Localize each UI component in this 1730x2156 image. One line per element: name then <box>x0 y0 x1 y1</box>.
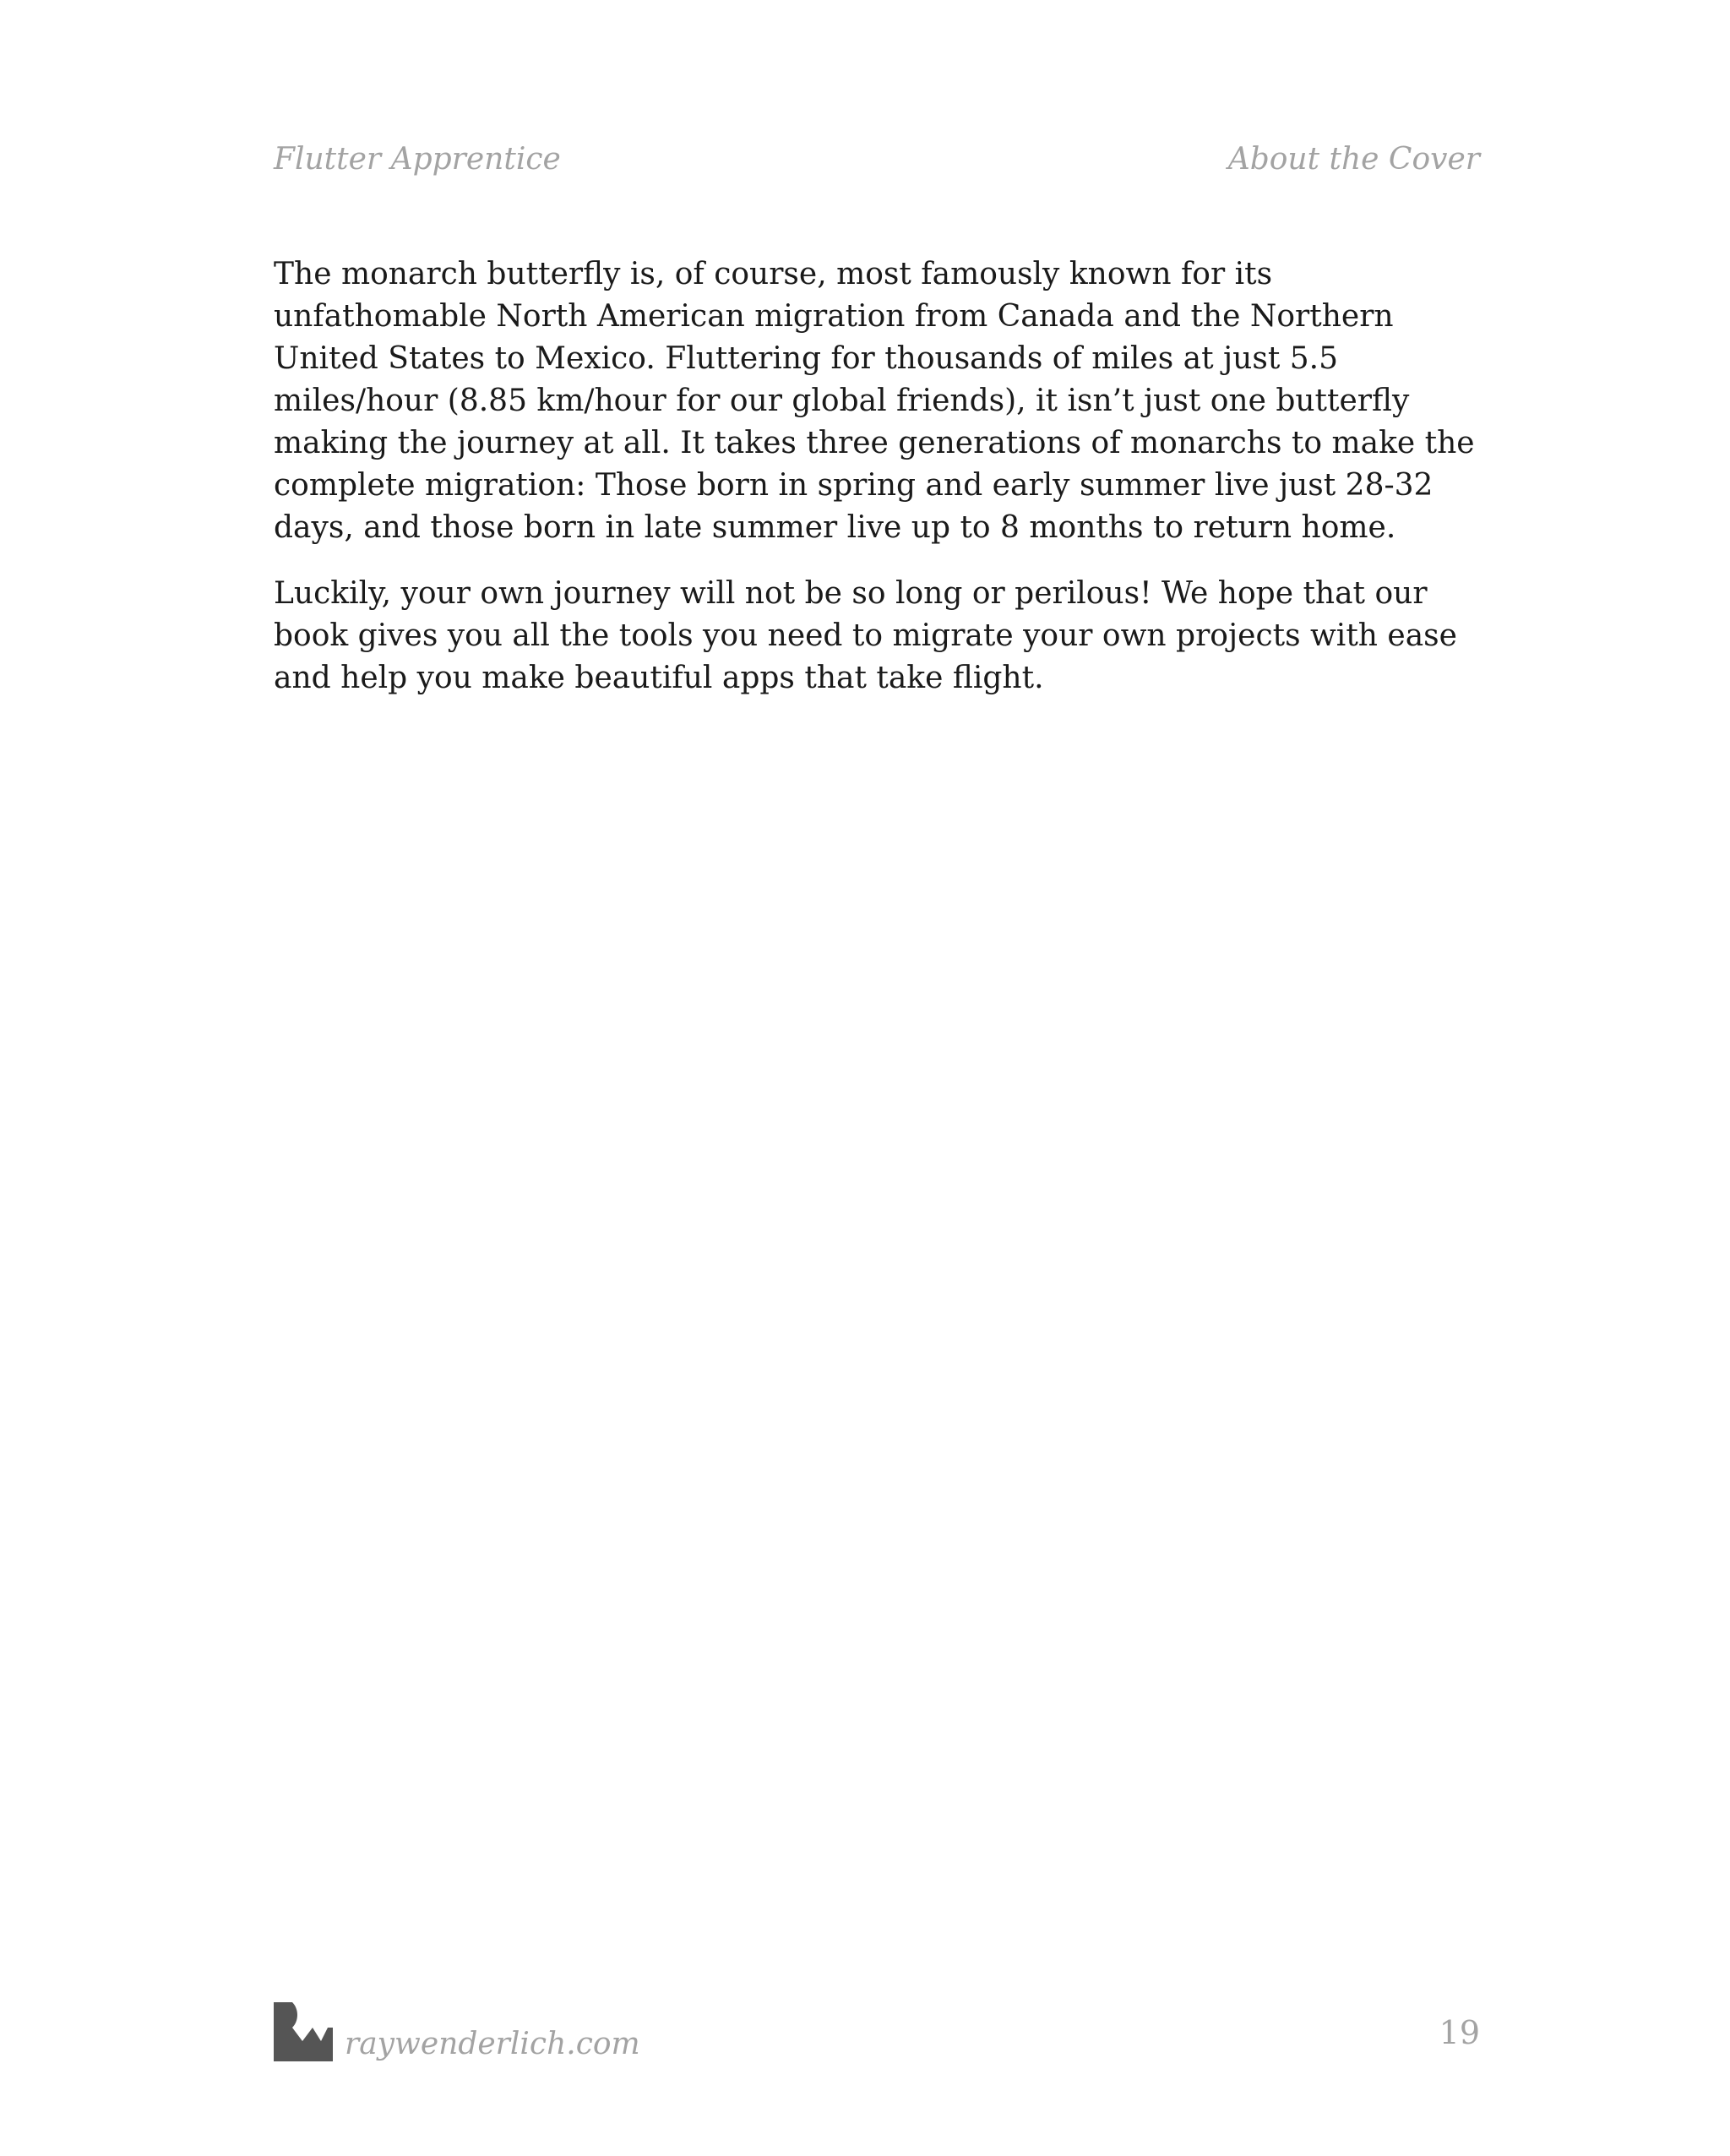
book-title: Flutter Apprentice <box>274 142 561 177</box>
raywenderlich-logo-icon <box>274 2002 333 2061</box>
running-header <box>274 142 1480 184</box>
body-text <box>274 253 1483 723</box>
paragraph: The monarch butterfly is, of course, most famously known for its unfathomable North American migration from Canada and the Northern United States to Mexico. Fluttering for thousands of miles at just 5.5 miles/hour (8.85 km/hour for our global friends), it isn’t just one butterfly making the journey at all. It takes three generations of monarchs to make the complete migration: Those born in spring and early summer live just 28-32 days, and those born in late summer live up to 8 months to return home. <box>274 257 1475 545</box>
page-footer <box>274 2002 1480 2070</box>
page-number: 19 <box>1439 2014 1480 2051</box>
chapter-title: About the Cover <box>1227 142 1480 177</box>
brand-name: raywenderlich.com <box>345 2027 640 2061</box>
paragraph: Luckily, your own journey will not be so long or perilous! We hope that our book gives you all the tools you need to migrate your own projects with ease and help you make beautiful apps that take flight. <box>274 576 1457 695</box>
footer-brand <box>274 2002 640 2061</box>
